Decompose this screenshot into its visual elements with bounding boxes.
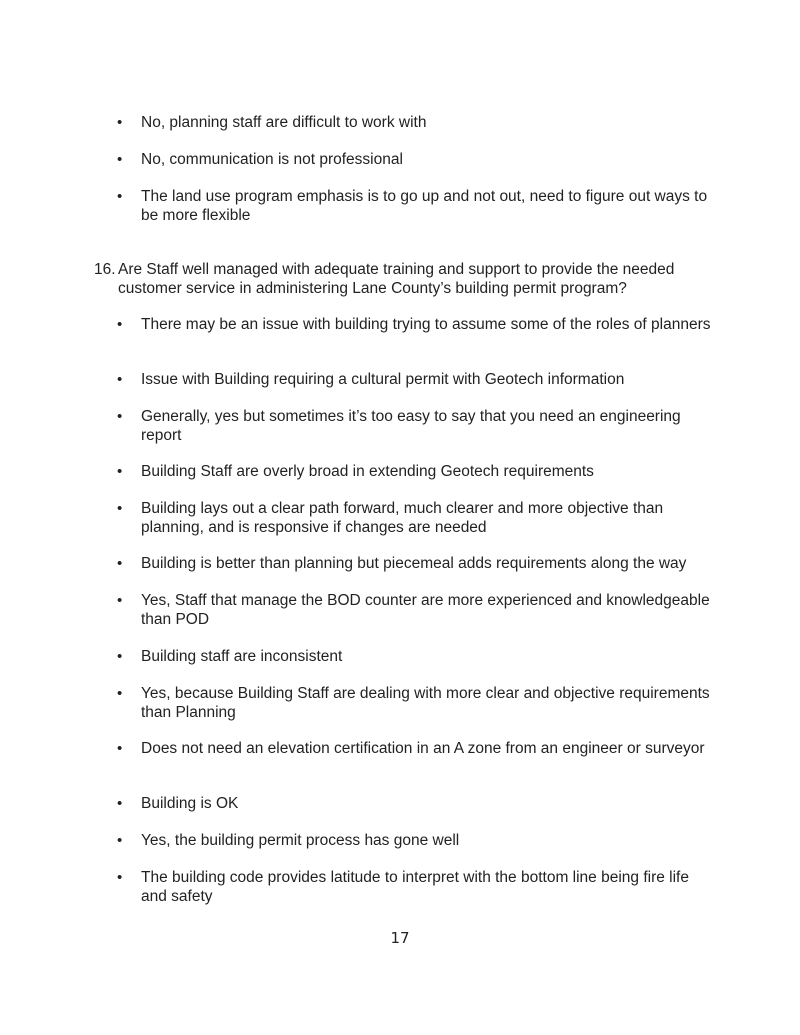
bullet-icon: • (117, 371, 123, 388)
question-number: 16. (94, 261, 116, 278)
bullet-icon: • (117, 463, 123, 480)
bullet-icon: • (117, 740, 123, 757)
list-item-text: The land use program emphasis is to go up and not out, need to figure out ways to be more flexible (141, 188, 708, 224)
list-item-text: Yes, the building permit process has gone well (141, 832, 460, 849)
bullet-icon: • (117, 795, 123, 812)
bullet-icon: • (117, 648, 123, 665)
bullet-icon: • (117, 592, 123, 609)
list-item-text: Does not need an elevation certification in an A zone from an engineer or surveyor (141, 740, 705, 757)
list-item (117, 685, 711, 722)
question-text: Are Staff well managed with adequate training and support to provide the needed customer service in administering Lane County’s building permit program? (118, 261, 675, 297)
list-item-text: Yes, because Building Staff are dealing with more clear and objective requirements than Planning (141, 685, 710, 721)
page-number: 17 (390, 929, 410, 947)
list-item-text: Yes, Staff that manage the BOD counter are more experienced and knowledgeable than POD (141, 592, 710, 628)
bullet-icon: • (117, 408, 123, 425)
list-item-text: Generally, yes but sometimes it’s too easy to say that you need an engineering report (141, 408, 681, 444)
list-item (117, 316, 711, 335)
bullet-icon: • (117, 188, 123, 205)
list-item (117, 188, 711, 225)
bullet-icon: • (117, 114, 123, 131)
list-item (117, 592, 711, 629)
list-item-text: Building is OK (141, 795, 239, 812)
list-item (117, 740, 711, 759)
list-item-text: Building lays out a clear path forward, much clearer and more objective than planning, and is responsive if changes are needed (141, 500, 664, 536)
list-item-text: The building code provides latitude to interpret with the bottom line being fire life and safety (141, 869, 689, 905)
list-item-text: Issue with Building requiring a cultural permit with Geotech information (141, 371, 625, 388)
list-item (117, 795, 711, 814)
bullet-icon: • (117, 316, 123, 333)
list-item-text: No, planning staff are difficult to work with (141, 114, 427, 131)
list-item (117, 555, 711, 574)
list-item-text: Building Staff are overly broad in extending Geotech requirements (141, 463, 594, 480)
list-item-text: Building staff are inconsistent (141, 648, 343, 665)
list-item (117, 114, 711, 133)
list-item-text: Building is better than planning but piecemeal adds requirements along the way (141, 555, 687, 572)
bullet-icon: • (117, 555, 123, 572)
bullet-icon: • (117, 869, 123, 886)
list-item (117, 500, 711, 537)
list-item (117, 832, 711, 851)
bullet-icon: • (117, 685, 123, 702)
list-item (117, 371, 711, 390)
list-item-text: There may be an issue with building trying to assume some of the roles of planners (141, 316, 711, 333)
list-item (117, 869, 711, 906)
list-item (117, 648, 711, 667)
list-item-text: No, communication is not professional (141, 151, 403, 168)
list-item (117, 408, 711, 445)
bullet-icon: • (117, 151, 123, 168)
bullet-icon: • (117, 500, 123, 517)
list-item (117, 151, 711, 170)
list-item (117, 463, 711, 482)
bullet-icon: • (117, 832, 123, 849)
